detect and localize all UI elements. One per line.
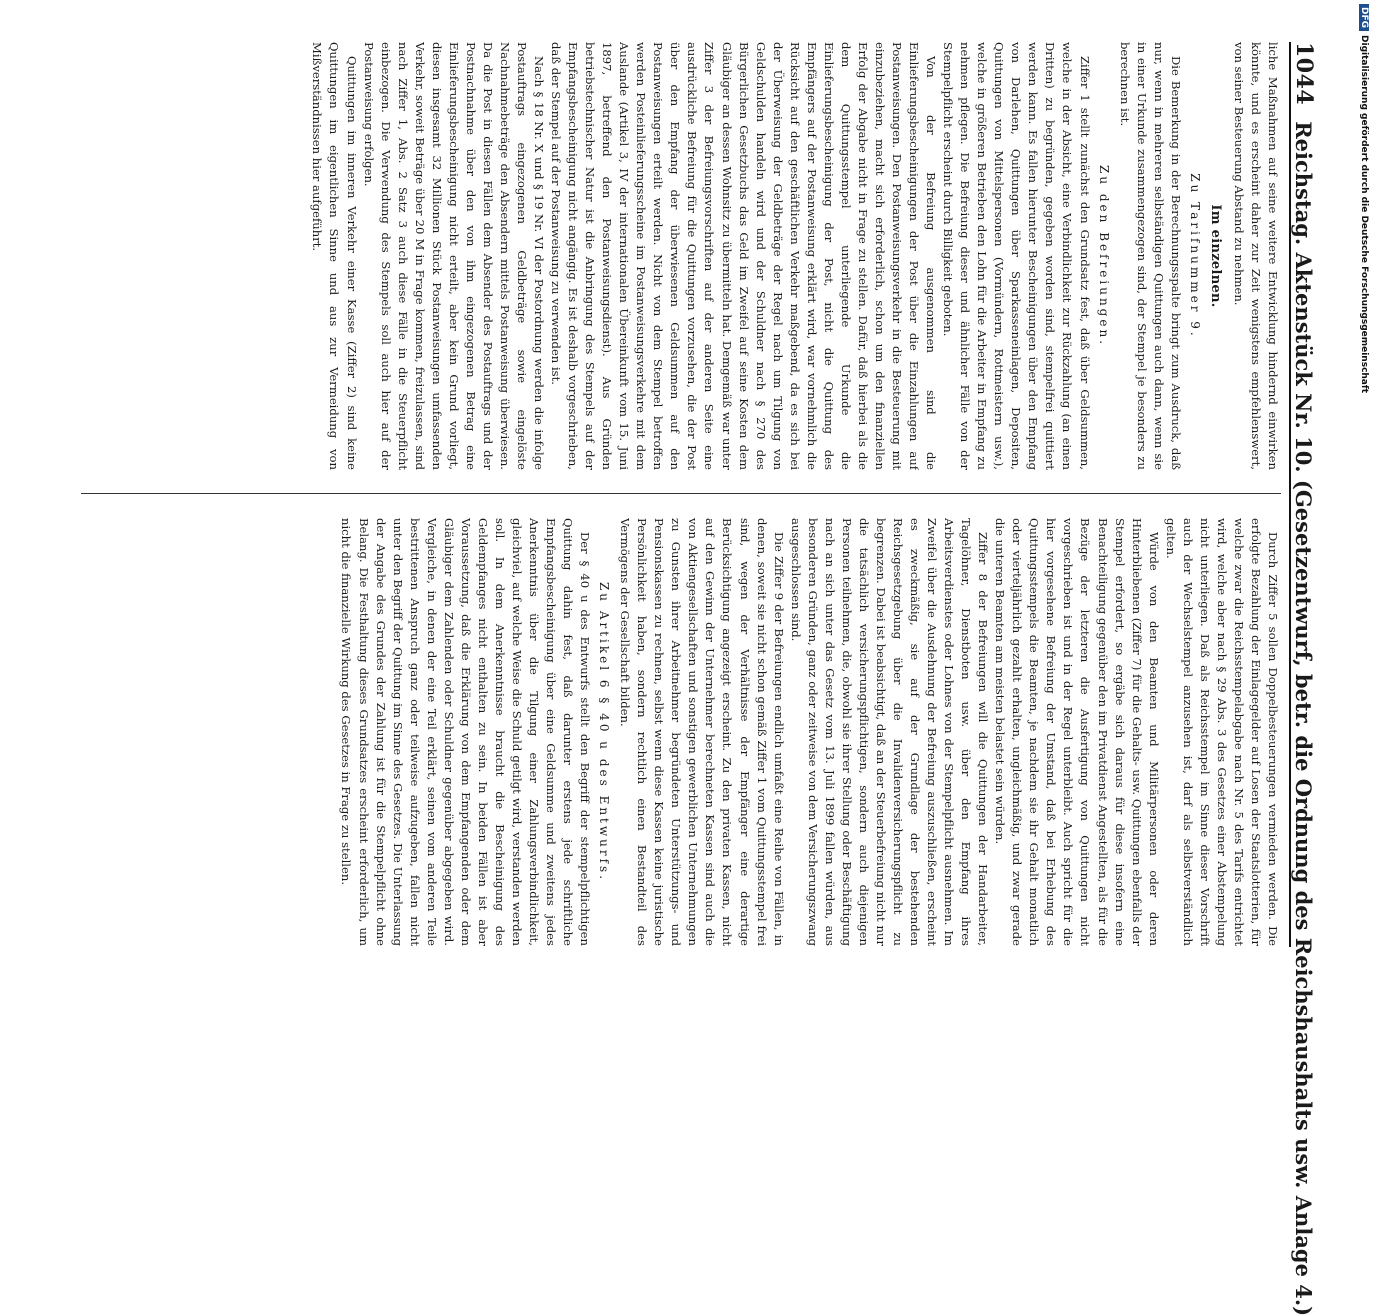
paragraph: Ziffer 1 stellt zunächst den Grundsatz fest, daß über Geldsummen, welche in der Absicht, eine Verbindlichkeit zur Rückzahlung (an einen Dritten) zu begründen, gegeben worden sind, stempelfrei quittiert werden kann. Es fallen hierunter Bescheinigungen über den Empfang von Darlehen, Quittungen über Sparkasseneinlagen, Depositen, Quittungen von Mittelspersonen (Vormündern, Rottmeistern usw.), welche in größeren Betrieben den Lohn für die Arbeiter in Empfang zu nehmen pflegen. Die Befreiung dieser und ähnlicher Fälle von der Stempelpflicht erscheint durch Billigkeit geboten. [941,42,1092,470]
digitization-credit [1359,4,1369,393]
subsection-heading: Zu den Befreiungen. [1096,164,1111,348]
subsection-heading: Zu Artikel 6 § 40 u des Entwurfs. [597,581,612,883]
right-column [71,518,1281,946]
digitization-credit-text: Digitalisierung gefördert durch die Deutsche Forschungsgemeinschaft [1359,35,1369,394]
section-heading: Im einzelnen. [1207,204,1223,308]
left-column [71,42,1281,470]
page-number: 1044 [1291,42,1317,106]
paragraph: Durch Ziffer 5 sollen Doppelbesteuerungen vermieden werden. Die erfolgte Bezahlung der Einlagegelder auf Losen der Staatslotterien, für welche zwar die Reichsstempelabgabe nach Nr. 5 des Tarifs entrichtet wird, welche aber nach § 29 Abs. 3 des Gesetzes einer Abstempelung nicht unterliegen. Daß als Reichsstempel im Sinne dieser Vorschrift auch der Wechselstempel anzusehen ist, darf als selbstverständlich gelten. [1163,518,1280,946]
dfg-logo: DFG [1359,4,1369,31]
paragraph: Der § 40 u des Entwurfs stellt den Begriff der stempelpflichtigen Quittung dahin fest, daß darunter erstens jede schriftliche Empfangsbescheinigung über eine Geldsumme und zweitens jedes Anerkenntnis über die Tilgung einer Zahlungsverbindlichkeit, gleichviel, auf welche Weise die Schuld getilgt wird, verstanden werden soll. In dem Anerkenntnisse braucht die Bescheinigung des Geldempfanges nicht enthalten zu sein. In beiden Fällen ist aber Voraussetzung, daß die Erklärung von dem Empfangenden oder dem Gläubiger dem Zahlenden oder Schuldner gegenüber abgegeben wird. Vergleiche, in denen der eine Teil erklärt, seinen vom anderen Teile bestrittenen Anspruch ganz oder teilweise aufzugeben, fallen nicht unter den Begriff der Quittung im Sinne des Gesetzes. Die Unterlassung der Angabe des Grundes der Zahlung ist für die Stempelpflicht ohne Belang. Die Festhaltung dieses Grundsatzes erscheint erforderlich, um nicht die finanzielle Wirkung des Gesetzes in Frage zu stellen. [339,518,593,946]
paragraph: Die Bemerkung in der Berechnungsspalte bringt zum Ausdruck, daß nur, wenn in mehreren selbständigen Quittungen auch dann, wenn sie in einer Urkunde zusammengezogen sind, der Stempel je besonders zu berechnen ist. [1117,42,1183,470]
column-divider [81,493,1281,494]
paragraph: Die Ziffer 9 der Befreiungen endlich umfaßt eine Reihe von Fällen, in denen, soweit sie nicht schon gemäß Ziffer 1 vom Quittungsstempel frei sind, wegen der Verhältnisse der Empfänger eine derartige Berücksichtigung angezeigt erscheint. Zu den privaten Kassen, nicht auf den Gewinn der Unternehmer berechneten Kassen sind auch die von Aktiengesellschaften und sonstigen gewerblichen Unternehmungen zu Gunsten ihrer Arbeitnehmer begründeten Unterstützungs- und Pensionskassen zu rechnen, selbst wenn diese Kassen keine juristische Persönlichkeit haben, sondern rechtlich einen Bestandteil des Vermögens der Gesellschaft bilden. [618,518,786,946]
paragraph: Von der Befreiung ausgenommen sind die Einlieferungsbescheinigungen der Post über die Einzahlungen auf Postanweisungen. Den Postanweisungsverkehr in die Besteuerung mit einzubeziehen, macht sich erforderlich, schon um den finanziellen Erfolg der Abgabe nicht in Frage zu stellen. Dafür, daß hierbei als die dem Quittungsstempel unterliegende Urkunde die Einlieferungsbescheinigung der Post, nicht die Quittung des Empfängers auf der Postanweisung erklärt wird, war vornehmlich die Rücksicht auf den geschäftlichen Verkehr maßgebend, da es sich bei der Überweisung der Geldbeträge der Regel nach um Tilgung von Geldschulden handeln wird und der Schuldner nach § 270 des Bürgerlichen Gesetzbuchs das Geld im Zweifel auf seine Kosten dem Gläubiger an dessen Wohnsitz zu übermitteln hat. Demgemäß war unter Ziffer 3 der Befreiungsvorschriften auf der anderen Seite eine ausdrückliche Befreiung für die Quittungen vorzusehen, die der Post über den Empfang der überwiesenen Geldsummen auf den Postanweisungen erteilt werden. Nicht von dem Stempel betroffen werden Posteinlieferungsscheine im Postanweisungsverkehre mit dem Auslande (Artikel 3, IV der internationalen Übereinkunft vom 15. Juni 1897, betreffend den Postanweisungsdienst). Aus Gründen betriebstechnischer Natur ist die Anbringung des Stempels auf der Empfangsbescheinigung nicht angängig. Es ist deshalb vorgeschrieben, daß der Stempel auf der Postanweisung zu verwenden ist. [549,42,939,470]
paragraph: Würde von den Beamten und Militärpersonen oder deren Hinterbliebenen (Ziffer 7) für die Gehalts- usw. Quittungen ebenfalls der Stempel erfordert, so ergäbe sich daraus für diese insofern eine Benachteiligung gegenüber den im Privatdienst Angestellten, als für die Bezüge der letzteren die Ausfertigung von Quittungen nicht vorgeschrieben ist und in der Regel unterbleibt. Auch spricht für die hier vorgesehene Befreiung der Umstand, daß bei Erhebung des Quittungsstempels die Beamten, je nachdem sie ihr Gehalt monatlich oder vierteljährlich gezahlt erhalten, ungleichmäßig, und zwar gerade die unteren Beamten am meisten belastet sein würden. [993,518,1161,946]
page-header [1289,42,1325,1316]
paragraph: Quittungen im inneren Verkehr einer Kasse (Ziffer 2) sind keine Quittungen im eigentlichen Sinne und aus zur Vermeidung von Mißverständnissen hier aufgeführt. [310,42,359,470]
running-title: Reichstag. Aktenstück Nr. 10. (Gesetzentwurf, betr. die Ordnung des Reichshaushalts usw. Anlage 4.) [1291,121,1316,1316]
paragraph: liche Maßnahmen auf seine weitere Entwicklung hindernd einwirken könnte, und es erscheint daher zur Zeit wenigstens empfehlenswert, von seiner Besteuerung Abstand zu nehmen. [1231,42,1280,470]
paragraph: Nach § 18 Nr. X und § 19 Nr. VI der Postordnung werden die infolge Postauftrags eingezogenen Geldbeträge sowie eingelöste Nachnahmebeträge den Absendern mittels Postanweisung überwiesen. Da die Post in diesen Fällen dem Absender des Postauftrags und der Postnachnahme über den von ihm eingezogenen Betrag eine Einlieferungsbescheinigung nicht erteilt, aber kein Grund vorliegt, diesen insgesamt 32 Millionen Stück Postanweisungen umfassenden Verkehr, soweit Beträge über 20 M in Frage kommen, freizulassen, sind nach Ziffer 1, Abs. 2 Satz 3 auch diese Fälle in die Steuerpflicht einbezogen. Die Verwendung des Stempels soll auch hier auf der Postanweisung erfolgen. [361,42,547,470]
paragraph: Ziffer 8 der Befreiungen will die Quittungen der Handarbeiter, Tagelöhner, Dienstboten usw. über den Empfang ihres Arbeitsverdienstes oder Lohnes von der Stempelpflicht ausnehmen. Im Zweifel über die Ausdehnung der Befreiung auszuschließen, erscheint es zweckmäßig, sie auf der Grundlage der bestehenden Reichsgesetzgebung über die Invalidenversicherungspflicht zu begrenzen. Dabei ist beabsichtigt, daß an der Steuerbefreiung nicht nur die tatsächlich versicherungspflichtigen, sondern auch diejenigen Personen teilnehmen, die, obwohl sie ihrer Stellung oder Beschäftigung nach an sich unter das Gesetz vom 13. Juli 1899 fallen würden, aus besonderen Gründen, ganz oder zeitweise von dem Versicherungszwang ausgeschlossen sind. [788,518,991,946]
subsection-heading: Zu Tarifnummer 9. [1187,173,1202,339]
document-page [63,42,1325,1316]
